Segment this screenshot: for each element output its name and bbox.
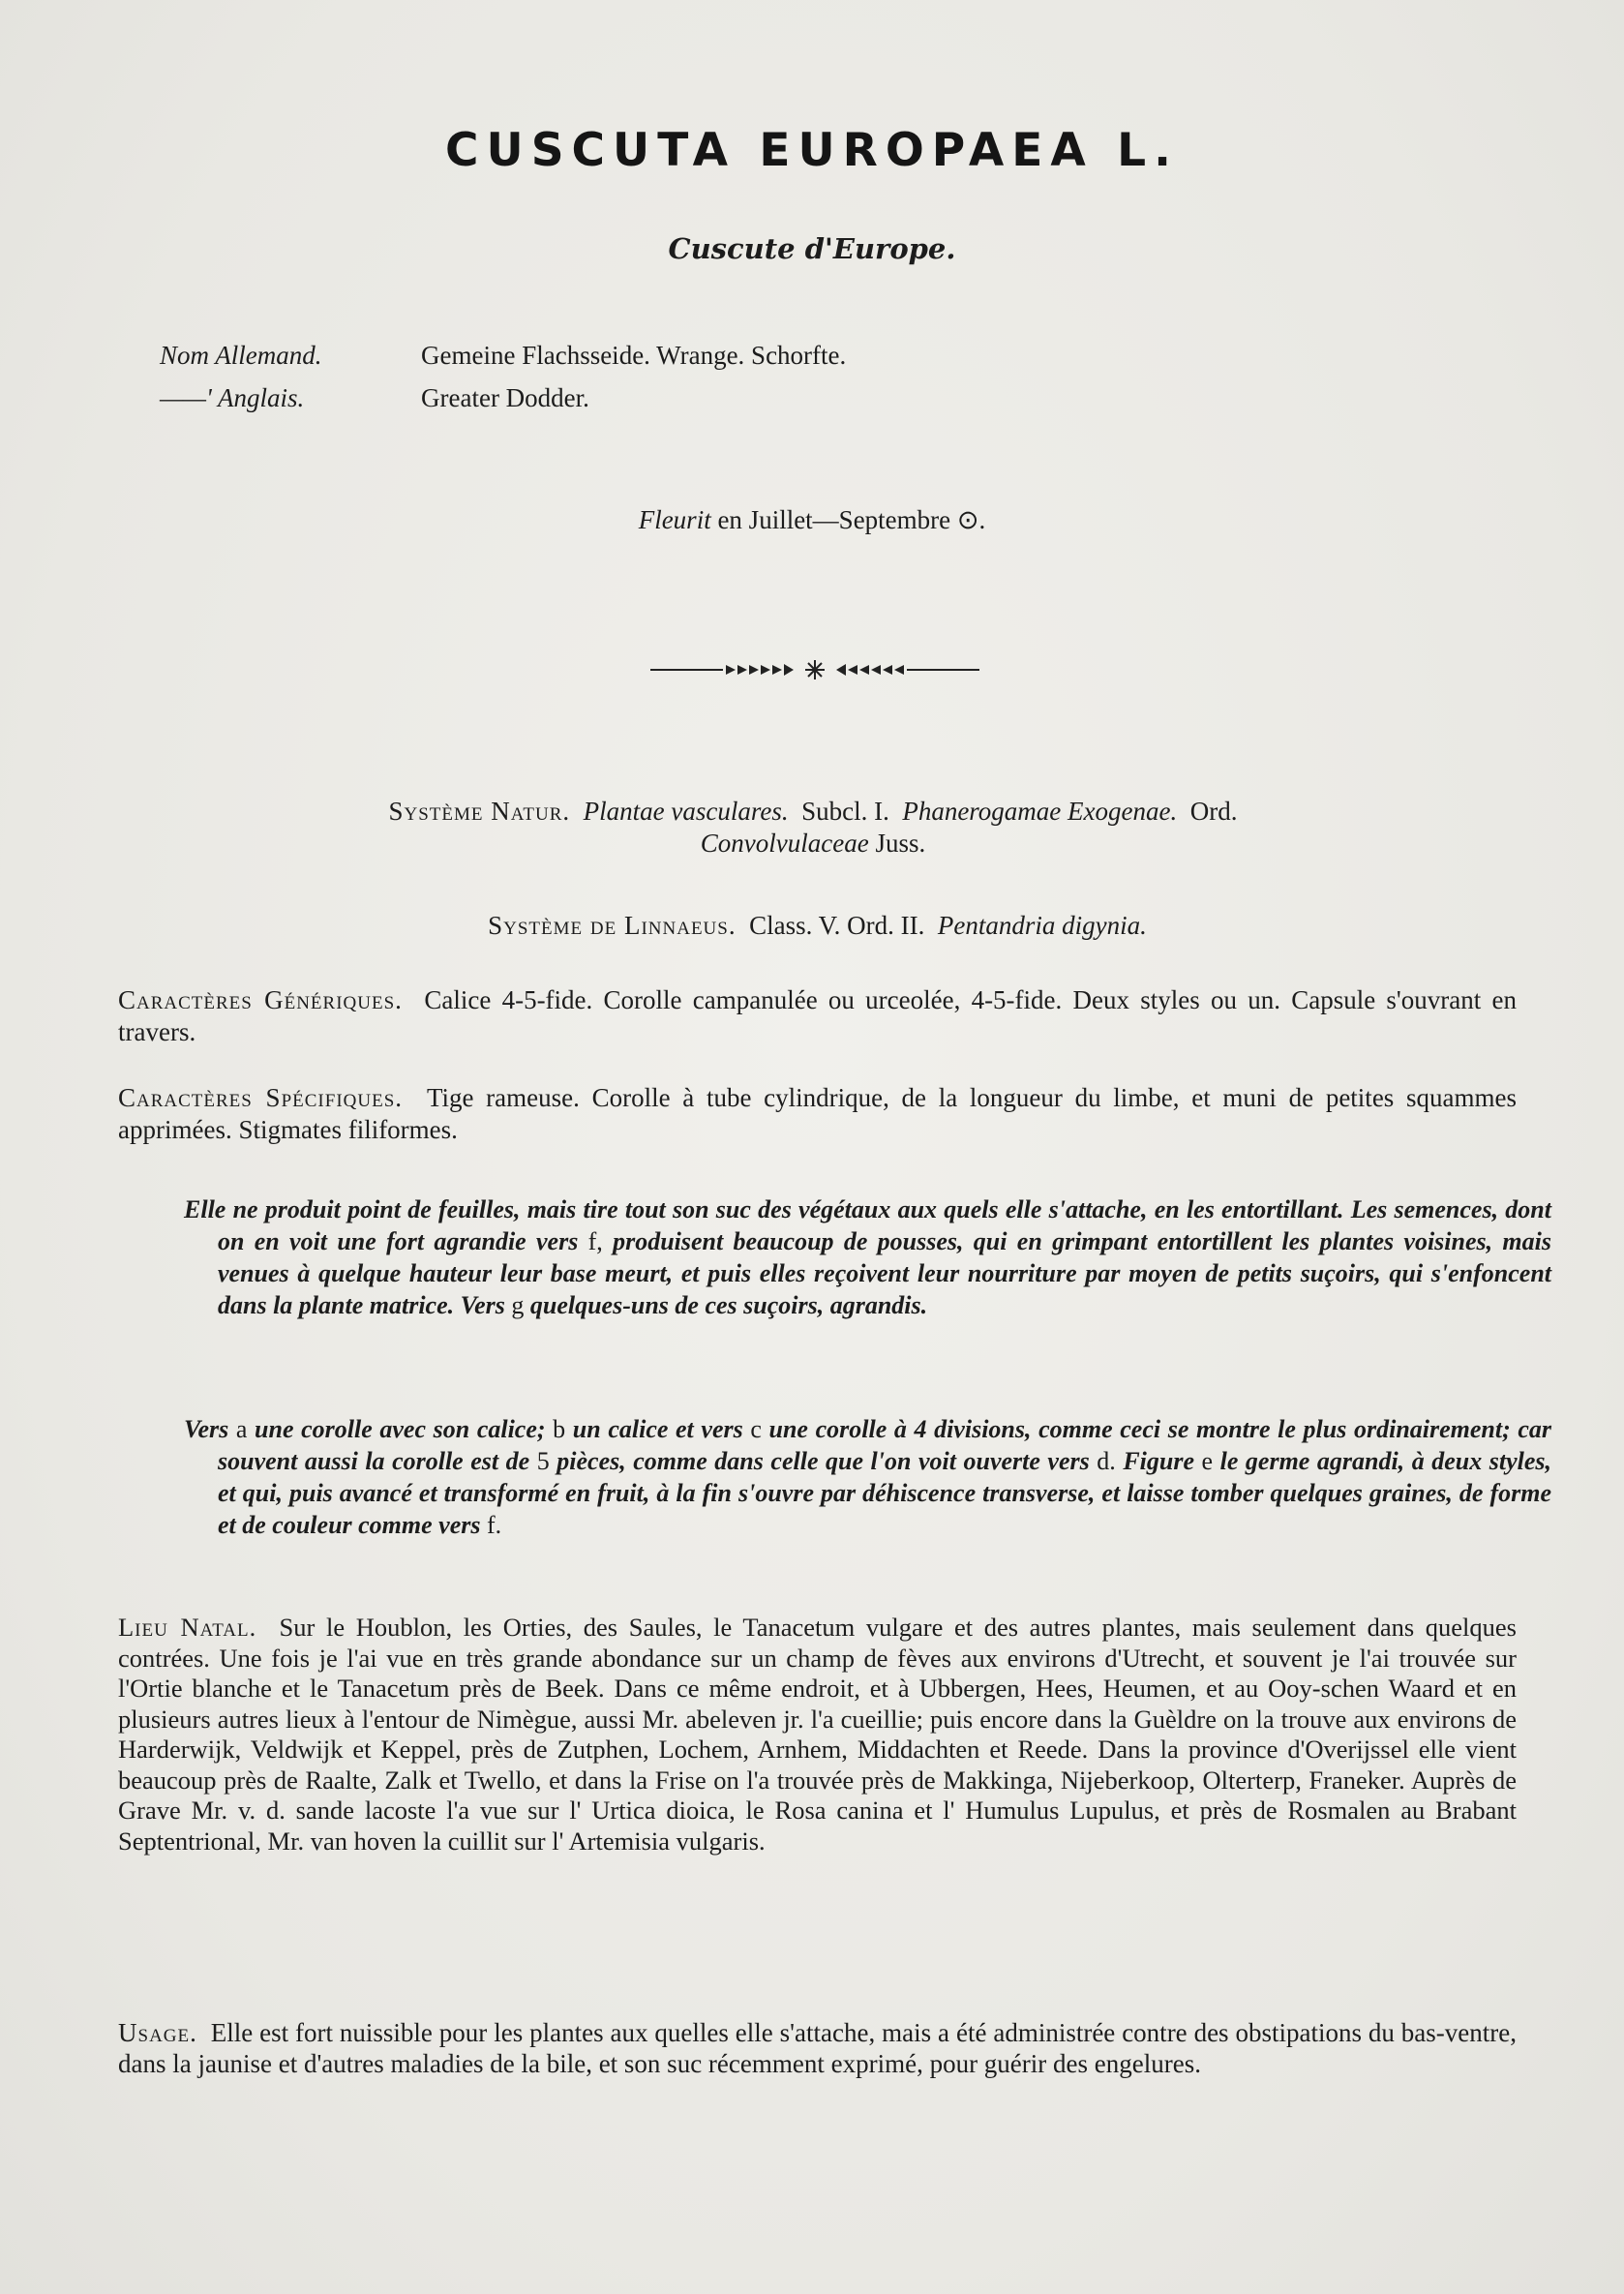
system-natural-label: Système Natur. <box>388 797 571 826</box>
desc2-part-e: pièces, comme dans celle que l'on voit ouverte vers <box>556 1447 1090 1475</box>
desc1-part-c: quelques-uns de ces suçoirs, agrandis. <box>529 1291 928 1319</box>
desc2-ref-b: b <box>553 1415 566 1443</box>
habitat <box>118 1613 1517 1856</box>
system-natural-author: Juss. <box>875 829 926 858</box>
system-natural <box>208 796 1418 860</box>
desc2-ref-c: c <box>750 1415 762 1443</box>
desc2-ref-e: e <box>1201 1447 1214 1475</box>
habitat-label: Lieu Natal. <box>118 1613 257 1642</box>
desc1-ref-f: f, <box>587 1227 603 1255</box>
desc2-ref-a: a <box>235 1415 248 1443</box>
desc2-part-g: le germe agrandi, à deux styles, et qui, puis avancé et transformé en fruit, à la fin s'ouvre par déhiscence transverse, et laisse tomber quelques graines, de forme et de couleur comme vers <box>218 1447 1552 1539</box>
english-name-value: Greater Dodder. <box>421 383 589 412</box>
ornamental-divider-icon <box>650 658 979 681</box>
english-name-label: ——' Anglais. <box>160 383 305 412</box>
system-natural-subclass: Subcl. I. <box>801 797 889 826</box>
desc2-part-b: une corolle avec son calice; <box>255 1415 546 1443</box>
usage-text: Elle est fort nuissible pour les plantes aux quelles elle s'attache, mais a été administrée contre des obstipations du bas-ventre, dans la jaunise et d'autres maladies de la bile, et son suc récemment exprimé, pour guérir des engelures. <box>118 2018 1518 2078</box>
system-natural-family: Convolvulaceae <box>700 829 869 858</box>
usage-label: Usage. <box>118 2018 197 2047</box>
page-subtitle: Cuscute d'Europe. <box>668 232 956 265</box>
specific-label: Caractères Spécifiques. <box>118 1083 404 1112</box>
desc2-ref-d: d. <box>1097 1447 1116 1475</box>
flowering-period <box>0 505 1624 535</box>
specific-text: Tige rameuse. Corolle à tube cylindrique, de la longueur du limbe, et muni de petites squammes apprimées. Stigmates filiformes. <box>118 1083 1517 1144</box>
desc1-part-b: produisent beaucoup de pousses, qui en grimpant entortillent les plantes voisines, mais venues à quelque hauteur leur base meurt, et puis elles reçoivent leur nourriture par moyen de petits suçoirs, qui s'enfoncent dans la plante matrice. Vers <box>218 1227 1551 1319</box>
specific-characters <box>118 1082 1517 1146</box>
desc1-ref-g: g <box>511 1291 525 1319</box>
system-linnaeus-class: Class. V. Ord. II. <box>749 911 925 940</box>
flowering-value: en Juillet—Septembre ⊙. <box>717 505 986 534</box>
system-natural-class: Plantae vasculares. <box>583 797 789 826</box>
desc2-part-f: Figure <box>1123 1447 1195 1475</box>
desc2-part-c: un calice et vers <box>572 1415 743 1443</box>
description-leaves <box>184 1193 1551 1321</box>
usage <box>118 2018 1517 2079</box>
desc2-part-d: une corolle à 4 divisions, comme ceci se montre le plus ordinairement; car souvent aussi la corolle est de <box>218 1415 1552 1475</box>
german-name-row <box>160 334 846 377</box>
generic-characters <box>118 984 1517 1048</box>
system-natural-group: Phanerogamae Exogenae. <box>902 797 1178 826</box>
system-linnaeus-label: Système de Linnaeus. <box>488 911 737 940</box>
desc2-part-a: Vers <box>184 1415 229 1443</box>
system-linnaeus-group: Pentandria digynia. <box>937 911 1147 940</box>
german-name-value: Gemeine Flachsseide. Wrange. Schorfte. <box>421 341 847 370</box>
flowering-label: Fleurit <box>638 505 711 534</box>
system-linnaeus <box>118 910 1517 942</box>
description-figures <box>184 1413 1551 1541</box>
english-name-row <box>160 377 846 419</box>
desc2-ref-f: f. <box>487 1511 502 1539</box>
generic-label: Caractères Génériques. <box>118 985 403 1014</box>
desc1-part-a: Elle ne produit point de feuilles, mais tire tout son suc des végétaux aux quels elle s'attache, en les entortillant. Les semences, dont on en voit une fort agrandie vers <box>184 1195 1551 1255</box>
system-natural-ord: Ord. <box>1189 797 1238 826</box>
page-title: CUSCUTA EUROPAEA L. <box>445 124 1179 177</box>
german-name-label: Nom Allemand. <box>160 341 322 370</box>
desc2-number-5: 5 <box>536 1447 550 1475</box>
common-names <box>160 334 846 419</box>
generic-text: Calice 4-5-fide. Corolle campanulée ou urceolée, 4-5-fide. Deux styles ou un. Capsule s'ouvrant en travers. <box>118 985 1517 1046</box>
habitat-text: Sur le Houblon, les Orties, des Saules, le Tanacetum vulgare et des autres plantes, mais seulement dans quelques contrées. Une fois je l'ai vue en très grande abondance sur un champ de fèves aux environs d'Utrecht, et souvent je l'ai trouvée sur l'Ortie blanche et le Tanacetum près de Beek. Dans ce même endroit, et à Ubbergen, Hees, Heumen, et au Ooy-schen Waard et en plusieurs autres lieux à l'entour de Nimègue, aussi Mr. abeleven jr. l'a cueillie; puis encore dans la Guèldre on la trouve aux environs de Harderwijk, Veldwijk et Keppel, près de Zutphen, Lochem, Arnhem, Middachten et Reede. Dans la province d'Overijssel elle vient beaucoup près de Raalte, Zalk et Twello, et dans la Frise on l'a trouvée près de Makkinga, Nijeberkoop, Olterterp, Franeker. Auprès de Grave Mr. v. d. sande lacoste l'a vue sur l' Urtica dioica, le Rosa canina et l' Humulus Lupulus, et près de Rosmalen au Brabant Septentrional, Mr. van hoven la cuillit sur l' Artemisia vulgaris. <box>118 1613 1517 1856</box>
